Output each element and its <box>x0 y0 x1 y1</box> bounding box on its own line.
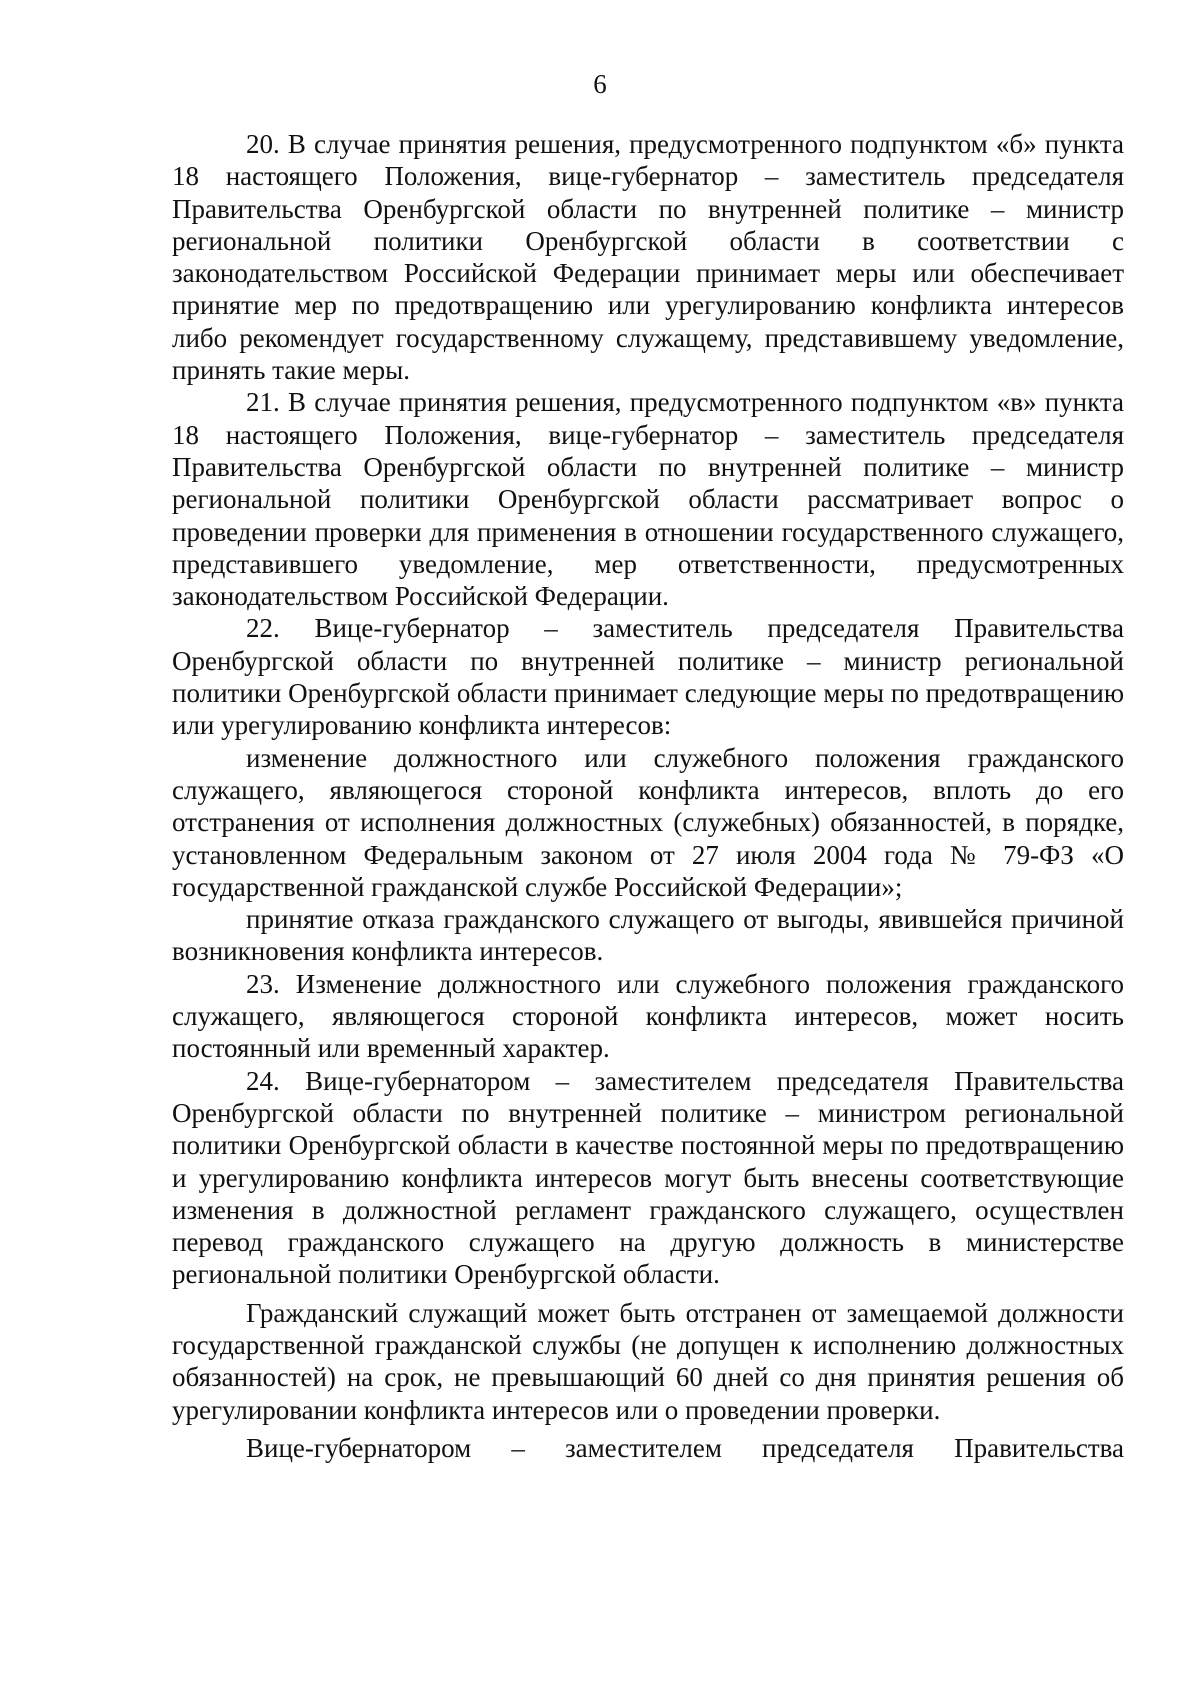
paragraph-21: 21. В случае принятия решения, предусмотренного подпунктом «в» пункта 18 настоящего Положения, вице-губернатор – заместитель председателя Правительства Оренбургской области по внутренней политике – министр региональной политики Оренбургской области рассматривает вопрос о проведении проверки для применения в отношении государственного служащего, представившего уведомление, мер ответственности, предусмотренных законодательством Российской Федерации. <box>172 387 1124 612</box>
paragraph-24-suspension: Гражданский служащий может быть отстранен от замещаемой должности государственной гражданской службы (не допущен к исполнению должностных обязанностей) на срок, не превышающий 60 дней со дня принятия решения об урегулировании конфликта интересов или о проведении проверки. <box>172 1297 1124 1425</box>
paragraph-22-measure-1: изменение должностного или служебного положения гражданского служащего, являющегося стороной конфликта интересов, вплоть до его отстранения от исполнения должностных (служебных) обязанностей, в порядке, установленном Федеральным законом от 27 июля 2004 года № 79-ФЗ «О государственной гражданской службе Российской Федерации»; <box>172 742 1124 902</box>
document-body <box>172 128 1124 1464</box>
page-number: 6 <box>593 69 607 99</box>
paragraph-24: 24. Вице-губернатором – заместителем председателя Правительства Оренбургской области по внутренней политике – министром региональной политики Оренбургской области в качестве постоянной меры по предотвращению и урегулированию конфликта интересов могут быть внесены соответствующие изменения в должностной регламент гражданского служащего, осуществлен перевод гражданского служащего на другую должность в министерстве региональной политики Оренбургской области. <box>172 1065 1124 1290</box>
paragraph-22: 22. Вице-губернатор – заместитель председателя Правительства Оренбургской области по внутренней политике – министр региональной политики Оренбургской области принимает следующие меры по предотвращению или урегулированию конфликта интересов: <box>172 613 1124 741</box>
paragraph-20: 20. В случае принятия решения, предусмотренного подпунктом «б» пункта 18 настоящего Положения, вице-губернатор – заместитель председателя Правительства Оренбургской области по внутренней политике – министр региональной политики Оренбургской области в соответствии с законодательством Российской Федерации принимает меры или обеспечивает принятие мер по предотвращению или урегулированию конфликта интересов либо рекомендует государственному служащему, представившему уведомление, принять такие меры. <box>172 129 1124 386</box>
paragraph-24-continued: Вице-губернатором – заместителем председателя Правительства <box>246 1432 1124 1463</box>
paragraph-23: 23. Изменение должностного или служебного положения гражданского служащего, являющегося стороной конфликта интересов, может носить постоянный или временный характер. <box>172 968 1124 1064</box>
paragraph-22-measure-2: принятие отказа гражданского служащего от выгоды, явившейся причиной возникновения конфликта интересов. <box>172 904 1124 967</box>
